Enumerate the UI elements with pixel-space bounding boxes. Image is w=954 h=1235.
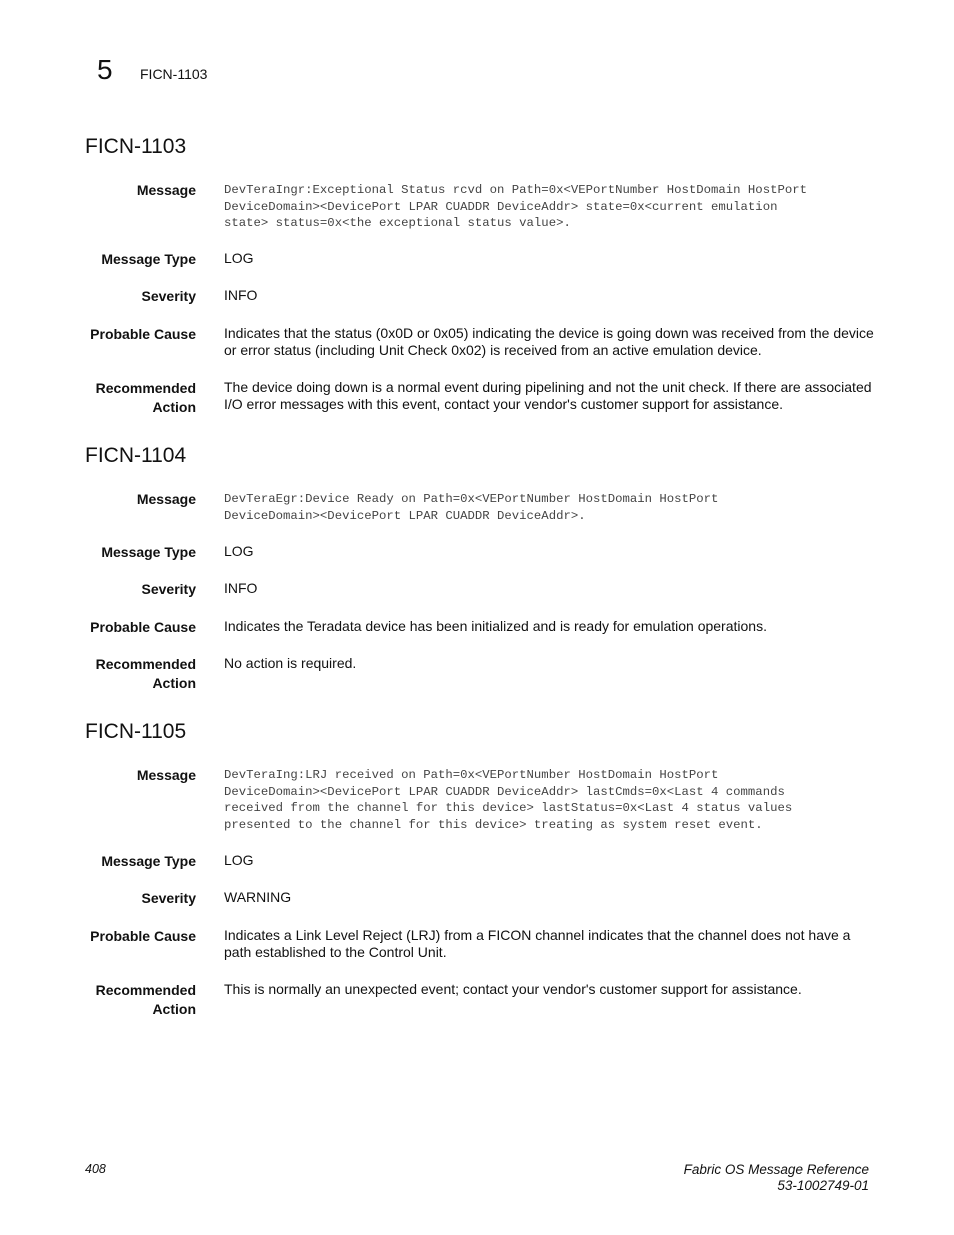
action-label-line: Action [152,1001,196,1017]
message-label: Message [136,491,196,507]
message-line: DevTeraEgr:Device Ready on Path=0x<VEPortNumber HostDomain HostPort [224,492,719,506]
message-type-value: LOG [224,543,254,559]
severity-value: INFO [224,580,258,596]
doc-number: 53-1002749-01 [777,1178,869,1193]
recommended-label-line: Recommended [95,380,196,396]
entry-title: FICN-1103 [85,135,187,158]
message-type-label: Message Type [101,251,196,267]
message-text [224,182,874,232]
message-type-label: Message Type [101,544,196,560]
recommended-action-label [56,655,196,693]
severity-label: Severity [141,581,196,597]
message-type-value: LOG [224,250,254,266]
message-type-label: Message Type [101,853,196,869]
chapter-number: 5 [97,54,113,85]
probable-cause-label: Probable Cause [90,326,196,342]
probable-cause-text: Indicates a Link Level Reject (LRJ) from a FICON channel indicates that the channel does not have a path established to the Control Unit. [224,927,851,960]
message-line: received from the channel for this device> lastStatus=0x<Last 4 status values [224,801,793,815]
recommended-action-label [56,379,196,417]
running-header-title: FICN-1103 [140,66,208,82]
severity-label: Severity [141,890,196,906]
message-line: DeviceDomain><DevicePort LPAR CUADDR DeviceAddr>. [224,508,586,523]
entry-title: FICN-1104 [85,444,187,467]
message-line: DevTeraIngr:Exceptional Status rcvd on Path=0x<VEPortNumber HostDomain HostPort [224,183,807,197]
probable-cause-text: Indicates the Teradata device has been initialized and is ready for emulation operations. [224,618,767,634]
message-label: Message [136,767,196,783]
recommended-action-text: The device doing down is a normal event during pipelining and not the unit check. If there are associated I/O error messages with this event, contact your vendor's customer support for assistance. [224,379,872,412]
message-line: DeviceDomain><DevicePort LPAR CUADDR DeviceAddr> lastCmds=0x<Last 4 commands [224,784,785,799]
recommended-action-text: This is normally an unexpected event; contact your vendor's customer support for assistance. [224,981,802,997]
severity-value: WARNING [224,889,292,905]
message-line: DeviceDomain><DevicePort LPAR CUADDR DeviceAddr> state=0x<current emulation [224,199,778,214]
message-line: DevTeraIng:LRJ received on Path=0x<VEPortNumber HostDomain HostPort [224,768,719,782]
recommended-label-line: Recommended [95,656,196,672]
recommended-action-label [56,981,196,1019]
page-number: 408 [85,1162,106,1176]
book-title: Fabric OS Message Reference [683,1162,869,1177]
probable-cause-label: Probable Cause [90,928,196,944]
probable-cause-label: Probable Cause [90,619,196,635]
severity-value: INFO [224,287,258,303]
recommended-label-line: Recommended [95,982,196,998]
probable-cause-text: Indicates that the status (0x0D or 0x05) indicating the device is going down was received from the device or error status (including Unit Check 0x02) is received from an active emulation device. [224,325,874,358]
action-label-line: Action [152,399,196,415]
action-label-line: Action [152,675,196,691]
message-text [224,767,874,833]
entry-title: FICN-1105 [85,720,187,743]
message-type-value: LOG [224,852,254,868]
message-label: Message [136,182,196,198]
message-text [224,491,874,524]
message-line: presented to the channel for this device> treating as system reset event. [224,817,763,832]
message-line: state> status=0x<the exceptional status value>. [224,216,571,230]
footer-doc-info [684,1162,869,1194]
severity-label: Severity [141,288,196,304]
recommended-action-text: No action is required. [224,655,357,671]
